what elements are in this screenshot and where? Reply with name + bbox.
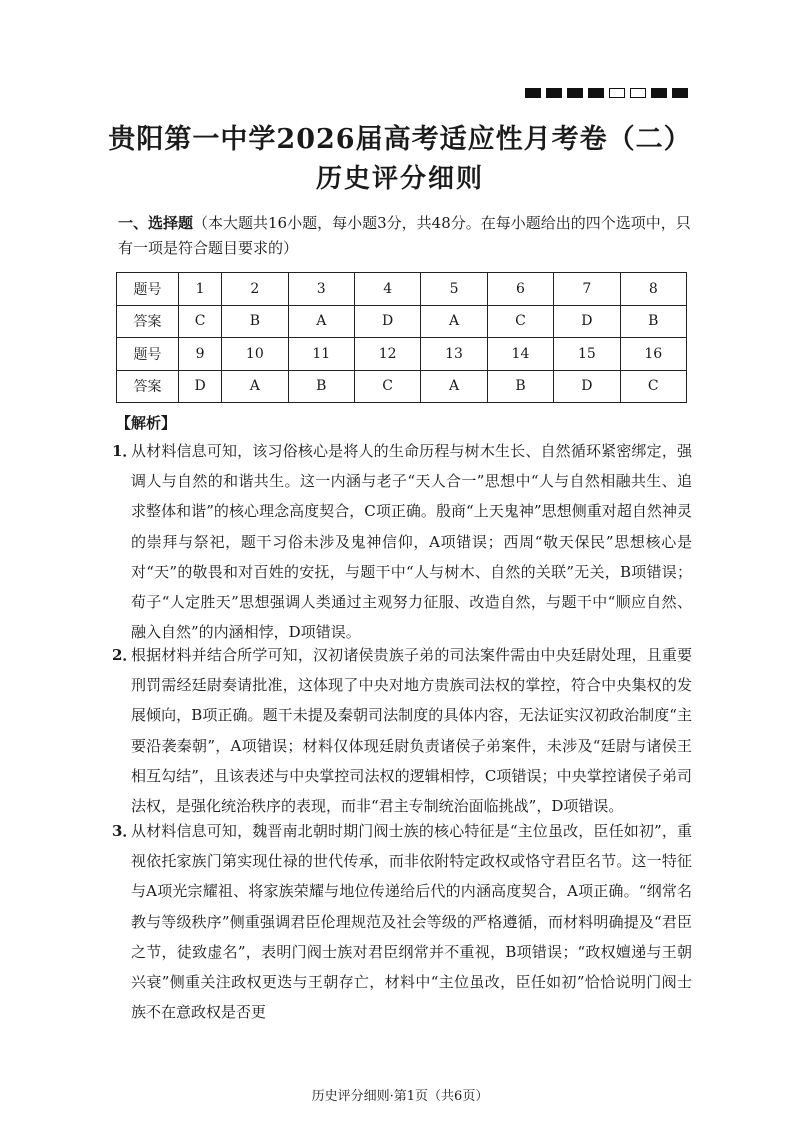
table-cell: C <box>179 305 222 338</box>
table-cell: A <box>288 305 354 338</box>
analysis-item <box>112 436 692 647</box>
table-cell: 15 <box>554 338 620 371</box>
table-cell: 3 <box>288 273 354 306</box>
row-header-cell: 答案 <box>117 305 179 338</box>
table-cell: C <box>487 305 553 338</box>
table-cell: C <box>620 370 686 403</box>
table-cell: B <box>487 370 553 403</box>
table-row <box>117 338 687 371</box>
table-cell: A <box>421 305 487 338</box>
filled-square-mark <box>546 88 562 98</box>
table-cell: 13 <box>421 338 487 371</box>
table-cell: 10 <box>222 338 288 371</box>
filled-square-mark <box>525 88 541 98</box>
exam-subtitle: 历史评分细则 <box>315 164 484 194</box>
table-cell: 9 <box>179 338 222 371</box>
analysis-item-text: 从材料信息可知，魏晋南北朝时期门阀士族的核心特征是“主位虽改，臣任如初”，重视依托家族门第实现仕禄的世代传承，而非依附特定政权或恪守君臣名节。这一特征与A项光宗耀祖、将家族荣耀与地位传递给后代的内涵高度契合，A项正确。“纲常名教与等级秩序”侧重强调君臣伦理规范及社会等级的严格遵循，而材料明确提及“君臣之节，徒致虚名”，表明门阀士族对君臣纲常并不重视，B项错误；“政权嬗递与王朝兴衰”侧重关注政权更迭与王朝存亡，材料中“主位虽改，臣任如初”恰恰说明门阀士族不在意政权是否更 <box>131 822 692 1022</box>
row-header-cell: 题号 <box>117 338 179 371</box>
table-cell: D <box>179 370 222 403</box>
analysis-item-number: 2． <box>112 646 138 664</box>
analysis-item <box>112 816 692 1027</box>
analysis-item <box>112 640 692 821</box>
table-cell: 2 <box>222 273 288 306</box>
table-cell: 7 <box>554 273 620 306</box>
header-marker-bar <box>525 88 688 98</box>
section-heading: 一、选择题 <box>118 214 194 232</box>
hollow-square-mark <box>630 88 646 98</box>
table-cell: 5 <box>421 273 487 306</box>
table-cell: D <box>354 305 420 338</box>
table-cell: A <box>222 370 288 403</box>
table-cell: B <box>620 305 686 338</box>
table-row <box>117 370 687 403</box>
answer-table <box>116 272 687 403</box>
table-cell: A <box>421 370 487 403</box>
table-cell: 14 <box>487 338 553 371</box>
table-cell: 12 <box>354 338 420 371</box>
table-cell: 6 <box>487 273 553 306</box>
analysis-item-number: 3． <box>112 822 138 840</box>
table-cell: 8 <box>620 273 686 306</box>
filled-square-mark <box>588 88 604 98</box>
table-row <box>117 305 687 338</box>
analysis-label: 【解析】 <box>116 414 177 432</box>
filled-square-mark <box>672 88 688 98</box>
filled-square-mark <box>567 88 583 98</box>
exam-title: 贵阳第一中学2026届高考适应性月考卷（二） <box>108 124 692 155</box>
page-footer: 历史评分细则·第1页（共6页） <box>311 1089 489 1104</box>
row-header-cell: 题号 <box>117 273 179 306</box>
table-cell: 4 <box>354 273 420 306</box>
analysis-item-text: 根据材料并结合所学可知，汉初诸侯贵族子弟的司法案件需由中央廷尉处理，且重要刑罚需经廷尉奏请批准，这体现了中央对地方贵族司法权的掌控，符合中央集权的发展倾向，B项正确。题干未提及秦朝司法制度的具体内容，无法证实汉初政治制度“主要沿袭秦朝”，A项错误；材料仅体现廷尉负责诸侯子弟案件，未涉及“廷尉与诸侯王相互勾结”，且该表述与中央掌控司法权的逻辑相悖，C项错误；中央掌控诸侯子弟司法权，是强化统治秩序的表现，而非“君主专制统治面临挑战”，D项错误。 <box>131 646 692 816</box>
table-cell: D <box>554 370 620 403</box>
section-intro <box>118 211 693 261</box>
table-cell: B <box>222 305 288 338</box>
table-cell: 1 <box>179 273 222 306</box>
analysis-item-text: 从材料信息可知，该习俗核心是将人的生命历程与树木生长、自然循环紧密绑定，强调人与自然的和谐共生。这一内涵与老子“天人合一”思想中“人与自然相融共生、追求整体和谐”的核心理念高度契合，C项正确。殷商“上天鬼神”思想侧重对超自然神灵的崇拜与祭祀，题干习俗未涉及鬼神信仰，A项错误；西周“敬天保民”思想核心是对“天”的敬畏和对百姓的安抚，与题干中“人与树木、自然的关联”无关，B项错误；荀子“人定胜天”思想强调人类通过主观努力征服、改造自然，与题干中“顺应自然、融入自然”的内涵相悖，D项错误。 <box>131 442 692 642</box>
table-cell: 11 <box>288 338 354 371</box>
row-header-cell: 答案 <box>117 370 179 403</box>
filled-square-mark <box>651 88 667 98</box>
hollow-square-mark <box>609 88 625 98</box>
table-cell: C <box>354 370 420 403</box>
analysis-item-number: 1． <box>112 442 138 460</box>
section-instructions: （本大题共16小题，每小题3分，共48分。在每小题给出的四个选项中，只有一项是符合题目要求的） <box>118 214 691 257</box>
table-cell: 16 <box>620 338 686 371</box>
table-cell: B <box>288 370 354 403</box>
table-cell: D <box>554 305 620 338</box>
table-row <box>117 273 687 306</box>
